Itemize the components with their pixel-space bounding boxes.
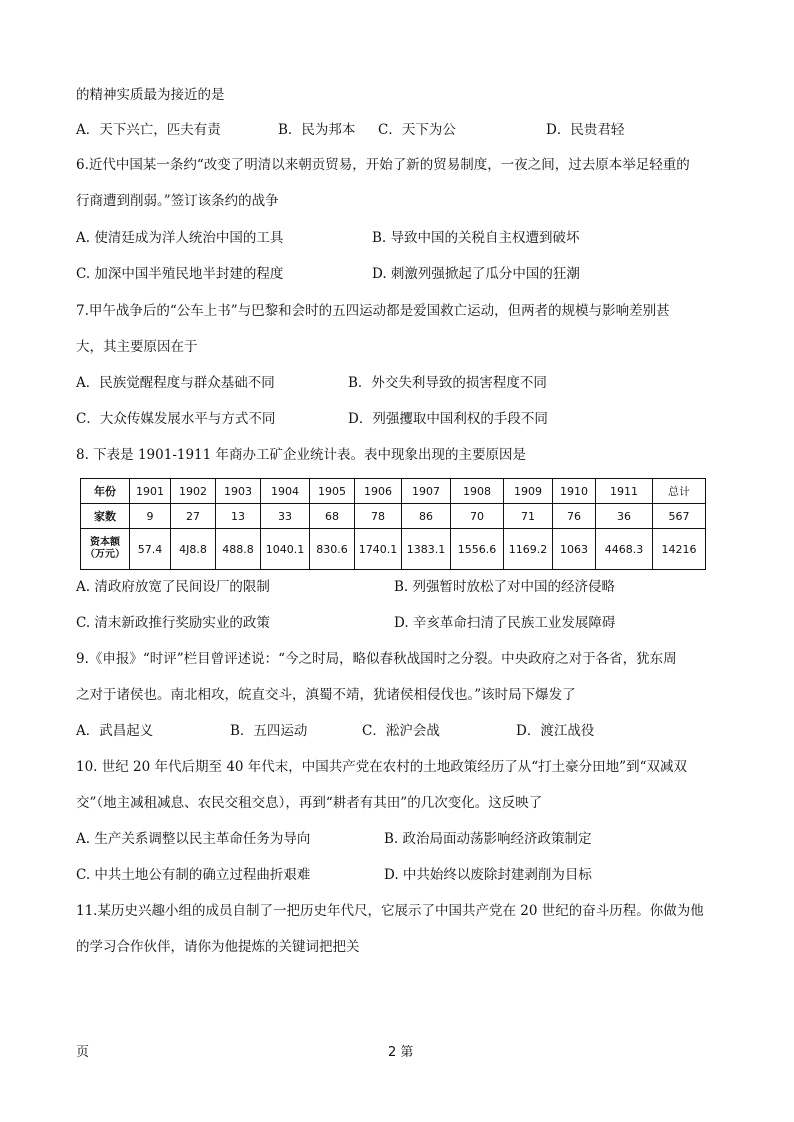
q7-stem-line1: 7.甲午战争后的“公车上书”与巴黎和会时的五四运动都是爱国救亡运动，但两者的规模与影响差别甚 xyxy=(76,303,670,319)
capital-cell: 1556.6 xyxy=(451,529,504,570)
year-cell: 1904 xyxy=(261,479,310,504)
q7-option-a[interactable]: A．民族觉醒程度与群众基础不同 xyxy=(76,375,275,391)
header-count: 家数 xyxy=(81,504,130,529)
q9-option-c[interactable]: C．淞沪会战 xyxy=(362,723,440,739)
q6-option-b[interactable]: B. 导致中国的关税自主权遭到破坏 xyxy=(372,230,580,246)
year-cell: 1911 xyxy=(596,479,653,504)
year-cell: 1907 xyxy=(402,479,451,504)
year-cell: 1908 xyxy=(451,479,504,504)
q8-option-a[interactable]: A. 清政府放宽了民间设厂的限制 xyxy=(76,579,270,595)
capital-cell: 1740.1 xyxy=(355,529,402,570)
count-cell: 71 xyxy=(504,504,553,529)
count-cell: 86 xyxy=(402,504,451,529)
year-cell: 1902 xyxy=(171,479,216,504)
count-cell: 13 xyxy=(216,504,261,529)
q9-stem-line2: 之对于诸侯也。南北相攻，皖直交斗，滇蜀不靖，犹诸侯相侵伐也。”该时局下爆发了 xyxy=(76,687,576,703)
q9-option-d[interactable]: D．渡江战役 xyxy=(516,723,595,739)
q10-stem-line1: 10. 世纪 20 年代后期至 40 年代末，中国共产党在农村的土地政策经历了从“打土豪分田地”到“双减双 xyxy=(76,759,687,775)
q6-stem-line1: 6.近代中国某一条约“改变了明清以来朝贡贸易，开始了新的贸易制度，一夜之间，过去原本举足轻重的 xyxy=(76,157,690,173)
footer-page-number: 2 第 xyxy=(388,1045,414,1060)
capital-cell: 1063 xyxy=(553,529,596,570)
q7-option-d[interactable]: D．列强攫取中国利权的手段不同 xyxy=(348,411,548,427)
count-cell: 78 xyxy=(355,504,402,529)
q7-stem-line2: 大，其主要原因在于 xyxy=(76,339,198,355)
header-year: 年份 xyxy=(81,479,130,504)
year-cell: 1906 xyxy=(355,479,402,504)
q10-option-d[interactable]: D. 中共始终以废除封建剥削为目标 xyxy=(384,867,592,883)
year-cell: 1909 xyxy=(504,479,553,504)
capital-cell: 57.4 xyxy=(130,529,171,570)
count-cell: 33 xyxy=(261,504,310,529)
capital-cell: 1169.2 xyxy=(504,529,553,570)
enterprise-stats-table xyxy=(80,478,706,570)
capital-cell: 4468.3 xyxy=(596,529,653,570)
q11-stem-line1: 11.某历史兴趣小组的成员自制了一把历史年代尺，它展示了中国共产党在 20 世纪的奋斗历程。你做为他 xyxy=(76,903,704,919)
q6-option-d[interactable]: D. 刺激列强掀起了瓜分中国的狂潮 xyxy=(372,266,580,282)
year-cell: 1901 xyxy=(130,479,171,504)
count-cell: 27 xyxy=(171,504,216,529)
q9-option-a[interactable]: A．武昌起义 xyxy=(76,723,154,739)
count-cell: 76 xyxy=(553,504,596,529)
q5-option-b[interactable]: B．民为邦本 xyxy=(278,122,356,138)
year-cell: 1903 xyxy=(216,479,261,504)
year-cell: 1910 xyxy=(553,479,596,504)
q8-option-c[interactable]: C. 清末新政推行奖励实业的政策 xyxy=(76,615,270,631)
year-cell-total: 总计 xyxy=(653,479,706,504)
q9-option-b[interactable]: B．五四运动 xyxy=(230,723,308,739)
footer-page-left: 页 xyxy=(76,1045,90,1060)
year-cell: 1905 xyxy=(310,479,355,504)
q6-stem-line2: 行商遭到削弱。”签订该条约的战争 xyxy=(76,193,279,209)
count-cell: 68 xyxy=(310,504,355,529)
table-row-capital xyxy=(81,529,706,570)
table-row-count xyxy=(81,504,706,529)
q8-stem: 8. 下表是 1901-1911 年商办工矿企业统计表。表中现象出现的主要原因是 xyxy=(76,447,527,463)
q5-stem-tail: 的精神实质最为接近的是 xyxy=(76,87,225,103)
q5-option-a[interactable]: A．天下兴亡，匹夫有责 xyxy=(76,122,221,138)
q10-stem-line2: 交”（地主减租减息、农民交租交息），再到“耕者有其田”的几次变化。这反映了 xyxy=(76,795,543,811)
count-cell-total: 567 xyxy=(653,504,706,529)
count-cell: 36 xyxy=(596,504,653,529)
q8-option-b[interactable]: B. 列强暂时放松了对中国的经济侵略 xyxy=(394,579,616,595)
q11-stem-line2: 的学习合作伙伴，请你为他提炼的关键词把把关 xyxy=(76,939,360,955)
capital-cell: 830.6 xyxy=(310,529,355,570)
q5-option-c[interactable]: C．天下为公 xyxy=(378,122,456,138)
q6-option-a[interactable]: A. 使清廷成为洋人统治中国的工具 xyxy=(76,230,284,246)
count-cell: 9 xyxy=(130,504,171,529)
table-row-year xyxy=(81,479,706,504)
q10-option-c[interactable]: C. 中共土地公有制的确立过程曲折艰难 xyxy=(76,867,311,883)
q10-option-a[interactable]: A. 生产关系调整以民主革命任务为导向 xyxy=(76,831,311,847)
capital-cell: 4J8.8 xyxy=(171,529,216,570)
capital-cell: 1383.1 xyxy=(402,529,451,570)
q10-option-b[interactable]: B. 政治局面动荡影响经济政策制定 xyxy=(384,831,592,847)
header-capital: 资本额（万元） xyxy=(81,529,130,570)
capital-cell-total: 14216 xyxy=(653,529,706,570)
capital-cell: 488.8 xyxy=(216,529,261,570)
capital-cell: 1040.1 xyxy=(261,529,310,570)
q9-stem-line1: 9.《申报》“时评”栏目曾评述说：“今之时局，略似春秋战国时之分裂。中央政府之对于各省，犹东周 xyxy=(76,651,677,667)
q7-option-b[interactable]: B．外交失利导致的损害程度不同 xyxy=(348,375,547,391)
q6-option-c[interactable]: C. 加深中国半殖民地半封建的程度 xyxy=(76,266,284,282)
q7-option-c[interactable]: C．大众传媒发展水平与方式不同 xyxy=(76,411,276,427)
q5-option-d[interactable]: D．民贵君轻 xyxy=(546,122,625,138)
count-cell: 70 xyxy=(451,504,504,529)
q8-option-d[interactable]: D. 辛亥革命扫清了民族工业发展障碍 xyxy=(394,615,616,631)
